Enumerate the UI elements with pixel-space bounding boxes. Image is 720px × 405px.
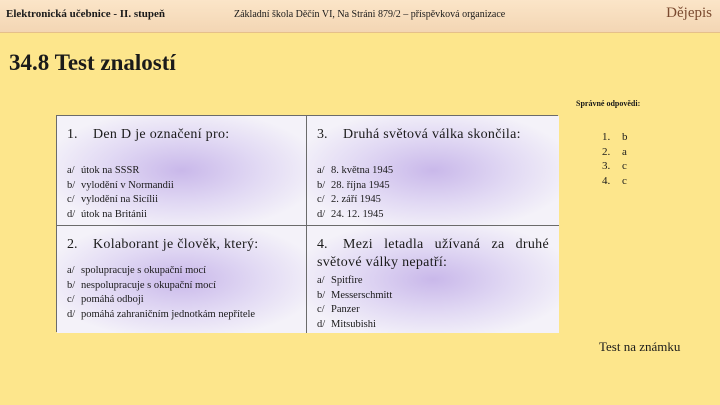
option [67,293,255,308]
option [67,279,255,294]
option-text: vylodění na Sicílii [81,194,158,205]
question-3 [317,126,521,144]
option-text: pomáhá zahraničním jednotkám nepřítele [81,308,256,320]
option [67,308,255,323]
question-cell-2 [57,226,307,333]
option-text: 24. 12. 1945 [331,208,384,220]
option-text: 8. května 1945 [331,165,394,176]
options-list [67,164,174,222]
answer-number: 4. [602,174,611,187]
option-text: útok na Británii [81,208,147,220]
option [317,303,392,318]
textbook-title: Elektronická učebnice - II. stupeň [6,8,166,20]
school-name: Základní škola Děčín VI, Na Stráni 879/2 – příspěvková organizace [234,9,506,20]
option-letter: d/ [317,208,326,220]
option-letter: a/ [317,165,325,176]
answer-number: 1. [602,131,611,143]
question-number: 2. [67,237,78,252]
question-number: 3. [317,127,328,142]
question-text: Mezi letadla užívaná za druhé světové války nepatří: [317,237,549,270]
option-text: 28. října 1945 [331,179,390,191]
option-letter: b/ [317,289,326,301]
option [67,179,174,194]
options-list [317,274,392,332]
option-letter: c/ [317,194,325,205]
option [317,274,392,289]
header-bar [0,0,720,33]
option-letter: b/ [67,279,76,291]
question-2 [67,236,258,254]
graded-test-label: Test na známku [599,339,681,354]
answer-item [602,145,628,160]
question-1 [67,126,229,144]
answer-value: a [622,145,627,158]
question-4 [317,236,549,272]
question-number: 1. [67,127,78,142]
option-letter: d/ [67,208,76,220]
option-letter: d/ [67,308,76,320]
option-text: vylodění v Normandii [81,179,174,191]
option [67,164,174,179]
option-text: 2. září 1945 [331,194,381,205]
option-text: útok na SSSR [81,165,140,176]
option-letter: d/ [317,318,326,330]
option [317,164,393,179]
option-letter: c/ [67,194,75,205]
option-letter: b/ [317,179,326,191]
option-text: Panzer [331,304,360,315]
answers-list [602,130,628,188]
option-text: nespolupracuje s okupační mocí [81,279,217,291]
answer-value: b [622,131,628,143]
option-text: Spitfire [331,275,363,286]
option [317,318,392,333]
answer-number: 3. [602,160,611,172]
option-letter: a/ [317,275,325,286]
option-letter: b/ [67,179,76,191]
answer-item [602,130,628,145]
option-letter: c/ [67,294,75,305]
options-list [67,264,255,322]
option [67,264,255,279]
option-text: spolupracuje s okupační mocí [81,265,207,276]
answer-item [602,159,628,174]
question-cell-4 [307,226,559,333]
option-text: pomáhá odboji [81,294,144,305]
answer-value: c [622,160,627,172]
question-table [56,115,558,332]
option-text: Messerschmitt [331,289,393,301]
question-cell-3 [307,116,559,226]
option [67,208,174,223]
option-letter: a/ [67,165,75,176]
subject-label: Dějepis [666,5,712,21]
question-text: Kolaborant je člověk, který: [93,237,259,252]
option [317,208,393,223]
option [67,193,174,208]
option [317,289,392,304]
option-letter: a/ [67,265,75,276]
question-text: Druhá světová válka skončila: [343,127,521,142]
question-number: 4. [317,237,328,252]
question-text: Den D je označení pro: [93,127,230,142]
options-list [317,164,393,222]
answer-item [602,174,628,189]
option [317,179,393,194]
answer-number: 2. [602,145,611,158]
option-text: Mitsubishi [331,318,376,330]
answer-value: c [622,174,627,187]
answers-heading: Správné odpovědi: [576,99,641,108]
option [317,193,393,208]
page-title: 34.8 Test znalostí [9,50,176,75]
question-cell-1 [57,116,307,226]
option-letter: c/ [317,304,325,315]
